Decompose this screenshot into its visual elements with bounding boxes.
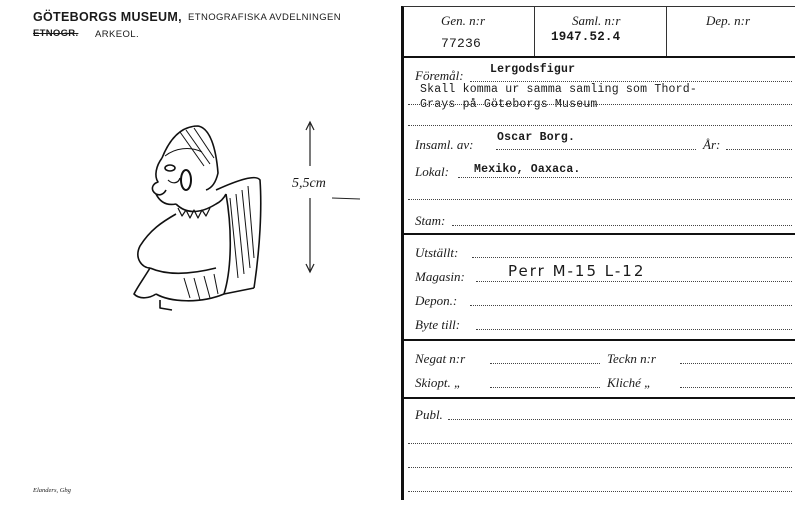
museum-name: GÖTEBORGS MUSEUM,	[33, 10, 182, 24]
publ-line-1	[448, 419, 792, 420]
insaml-value: Oscar Borg.	[497, 131, 576, 144]
insaml-label: Insaml. av:	[415, 137, 474, 152]
column-divider-2	[666, 6, 667, 56]
department-name: ETNOGRAFISKA AVDELNINGEN	[188, 12, 342, 23]
teckn-line	[680, 363, 792, 364]
struck-department: ETNOGR.	[33, 28, 79, 39]
magasin-label: Magasin:	[415, 269, 465, 284]
publ-line-3	[408, 467, 792, 468]
foremal-line-3	[408, 125, 792, 126]
foremal-line	[470, 81, 792, 82]
negat-line	[490, 363, 600, 364]
utstallt-label: Utställt:	[415, 245, 459, 260]
header-row-divider	[403, 56, 795, 58]
printer-imprint: Elanders, Gbg	[33, 487, 71, 494]
gen-nr-value: 77236	[441, 36, 482, 51]
clay-figure-sketch-icon	[120, 118, 280, 318]
teckn-label: Teckn n:r	[607, 351, 656, 366]
stam-line	[452, 225, 792, 226]
magasin-line	[476, 281, 792, 282]
card-left-border	[401, 6, 404, 500]
height-label: 5,5cm	[292, 176, 326, 191]
foremal-line-2	[408, 104, 792, 105]
ar-label: År:	[703, 137, 721, 152]
lokal-value: Mexiko, Oaxaca.	[474, 163, 581, 176]
kliche-line	[680, 387, 792, 388]
publ-line-2	[408, 443, 792, 444]
insaml-line	[496, 149, 696, 150]
foremal-label: Föremål:	[415, 68, 464, 83]
foremal-note-line-2: Grays på Göteborgs Museum	[420, 98, 598, 111]
foremal-note-line-1: Skall komma ur samma samling som Thord-	[420, 83, 697, 96]
section-divider-3	[403, 397, 795, 399]
saml-nr-value: 1947.52.4	[551, 30, 621, 44]
skiopt-label: Skiopt. „	[415, 375, 462, 390]
byte-till-line	[476, 329, 792, 330]
section-divider-2	[403, 339, 795, 341]
depon-line	[470, 305, 792, 306]
saml-nr-label: Saml. n:r	[572, 13, 621, 28]
height-underline-icon	[332, 196, 362, 202]
height-arrow-icon	[300, 118, 320, 278]
sub-department: ARKEOL.	[95, 29, 139, 40]
lokal-line	[458, 177, 792, 178]
negat-label: Negat n:r	[415, 351, 466, 366]
gen-nr-label: Gen. n:r	[441, 13, 486, 28]
skiopt-line	[490, 387, 600, 388]
dep-nr-label: Dep. n:r	[706, 13, 751, 28]
publ-label: Publ.	[415, 407, 443, 422]
magasin-value: Perr M-15 L-12	[508, 262, 646, 280]
depon-label: Depon.:	[415, 293, 458, 308]
kliche-label: Kliché „	[607, 375, 652, 390]
card-top-border	[403, 6, 795, 7]
section-divider-1	[403, 233, 795, 235]
publ-line-4	[408, 491, 792, 492]
lokal-label: Lokal:	[415, 164, 449, 179]
foremal-value: Lergodsfigur	[490, 63, 576, 76]
stam-label: Stam:	[415, 213, 446, 228]
utstallt-line	[472, 257, 792, 258]
lokal-line-2	[408, 199, 792, 200]
ar-line	[726, 149, 792, 150]
column-divider-1	[534, 6, 535, 56]
byte-till-label: Byte till:	[415, 317, 461, 332]
